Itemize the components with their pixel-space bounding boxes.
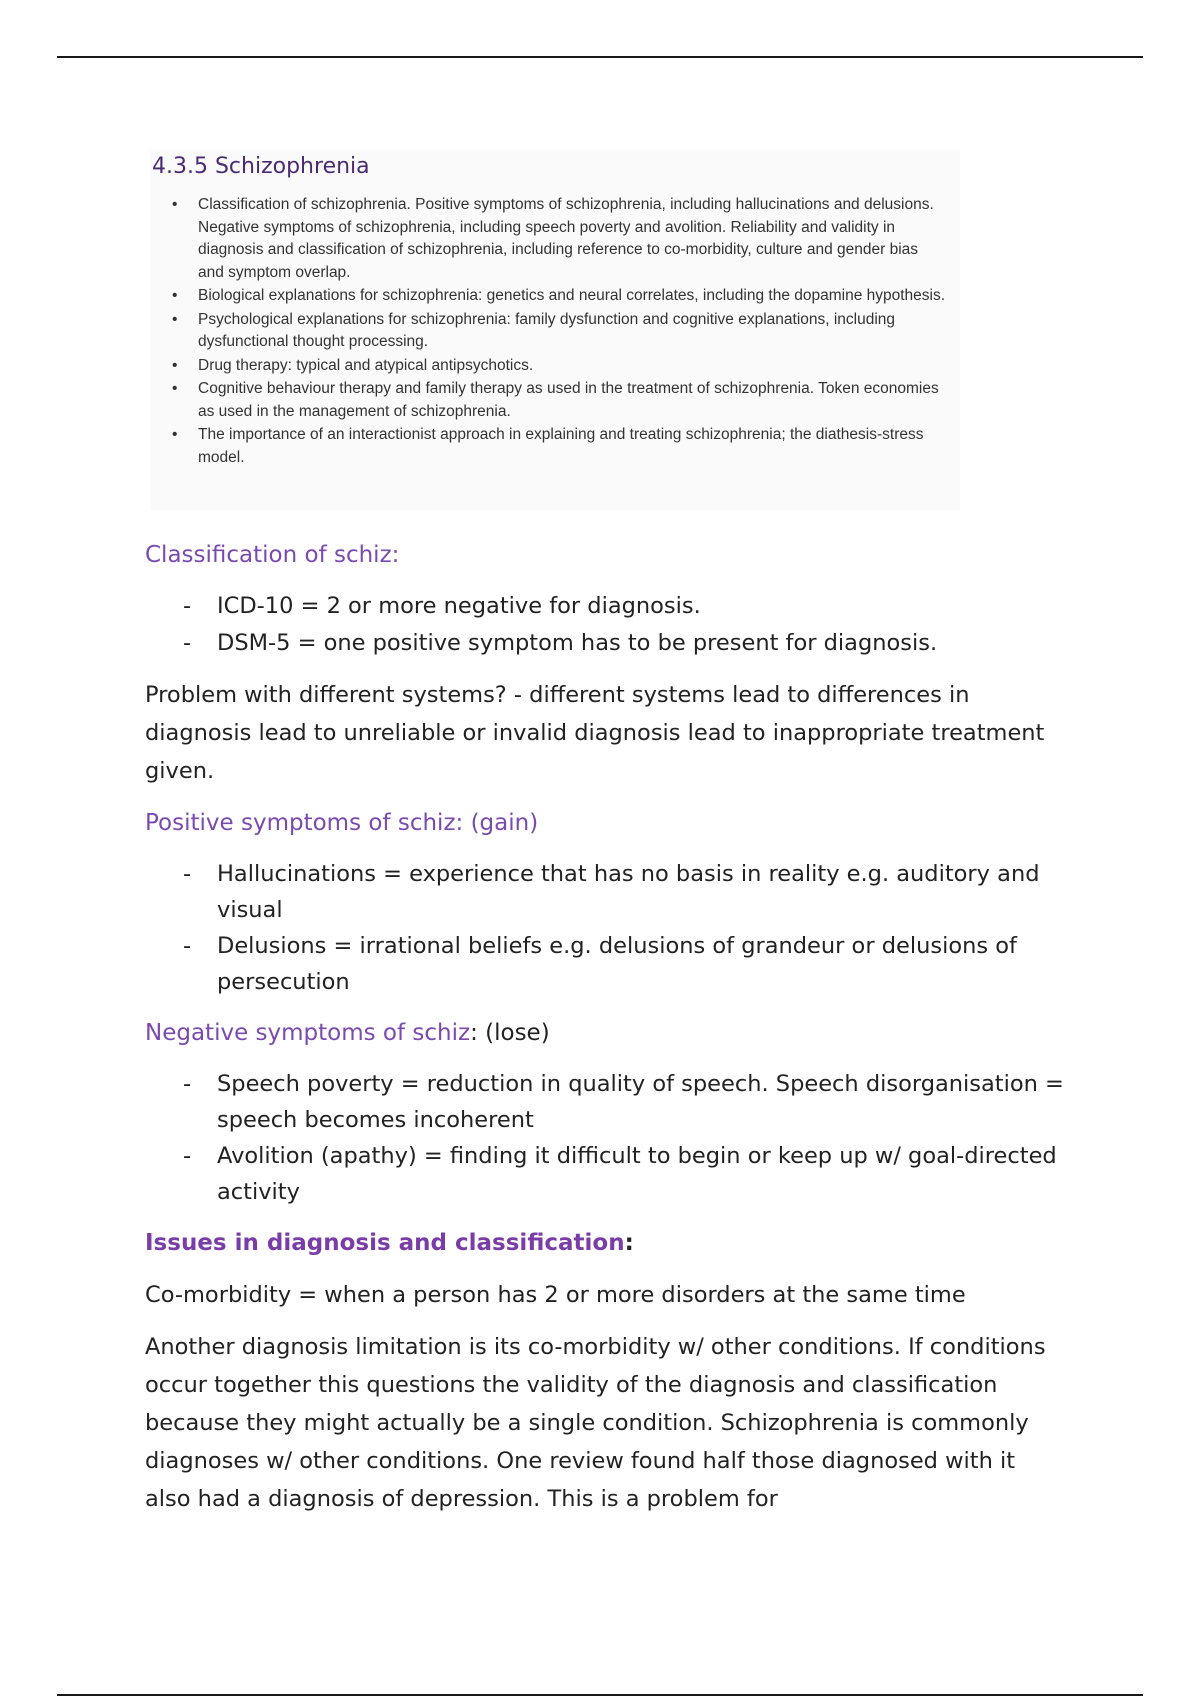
spec-bullet: • The importance of an interactionist approach in explaining and treating schizophrenia; the diathesis-stress model. xyxy=(168,424,948,469)
positive-symptoms-heading: Positive symptoms of schiz: (gain) xyxy=(145,810,539,836)
list-item: - Hallucinations = experience that has no basis in reality e.g. auditory and visual xyxy=(145,856,1065,928)
page-top-rule xyxy=(57,56,1143,58)
classification-heading: Classification of schiz: xyxy=(145,542,400,568)
issues-heading-suffix: : xyxy=(624,1230,634,1256)
negative-symptoms-list xyxy=(145,1066,1065,1210)
classification-list xyxy=(145,588,1065,662)
positive-symptoms-list xyxy=(145,856,1065,1000)
negative-symptoms-heading xyxy=(145,1014,1065,1052)
spec-bullet: • Cognitive behaviour therapy and family therapy as used in the treatment of schizophrenia. Token economies as used in the management of schizophrenia. xyxy=(168,378,948,423)
comorbidity-paragraph: Another diagnosis limitation is its co-morbidity w/ other conditions. If conditions occur together this questions the validity of the diagnosis and classification because they might actually be a single condition. Schizophrenia is commonly diagnoses w/ other conditions. One review found half those diagnosed with it also had a diagnosis of depression. This is a problem for xyxy=(145,1334,1046,1512)
page-bottom-rule xyxy=(57,1694,1143,1696)
classification-problem: Problem with different systems? - different systems lead to differences in diagnosis lead to unreliable or invalid diagnosis lead to inappropriate treatment given. xyxy=(145,682,1045,784)
comorbidity-definition: Co-morbidity = when a person has 2 or more disorders at the same time xyxy=(145,1282,966,1308)
list-item: - Delusions = irrational beliefs e.g. delusions of grandeur or delusions of persecution xyxy=(145,928,1065,1000)
issues-heading-text: Issues in diagnosis and classification xyxy=(145,1230,625,1256)
notes-body xyxy=(145,536,1065,1532)
negative-heading-suffix: : (lose) xyxy=(470,1020,550,1046)
spec-bullet: • Drug therapy: typical and atypical antipsychotics. xyxy=(168,355,948,378)
spec-bullet: • Psychological explanations for schizophrenia: family dysfunction and cognitive explanations, including dysfunctional thought processing. xyxy=(168,309,948,354)
list-item: - ICD-10 = 2 or more negative for diagnosis. xyxy=(145,588,1065,625)
spec-title: 4.3.5 Schizophrenia xyxy=(152,154,370,179)
list-item: - Speech poverty = reduction in quality of speech. Speech disorganisation = speech becomes incoherent xyxy=(145,1066,1065,1138)
spec-bullet-list xyxy=(168,194,948,470)
list-item: - DSM-5 = one positive symptom has to be present for diagnosis. xyxy=(145,625,1065,662)
specification-excerpt xyxy=(150,150,960,510)
negative-heading-text: Negative symptoms of schiz xyxy=(145,1020,471,1046)
issues-heading xyxy=(145,1224,1065,1262)
spec-bullet: • Classification of schizophrenia. Positive symptoms of schizophrenia, including hallucinations and delusions. Negative symptoms of schizophrenia, including speech poverty and avolition. Reliability and validity in diagnosis and classification of schizophrenia, including reference to co-morbidity, culture and gender bias and symptom overlap. xyxy=(168,194,948,284)
list-item: - Avolition (apathy) = finding it difficult to begin or keep up w/ goal-directed activity xyxy=(145,1138,1065,1210)
spec-bullet: • Biological explanations for schizophrenia: genetics and neural correlates, including the dopamine hypothesis. xyxy=(168,285,948,308)
